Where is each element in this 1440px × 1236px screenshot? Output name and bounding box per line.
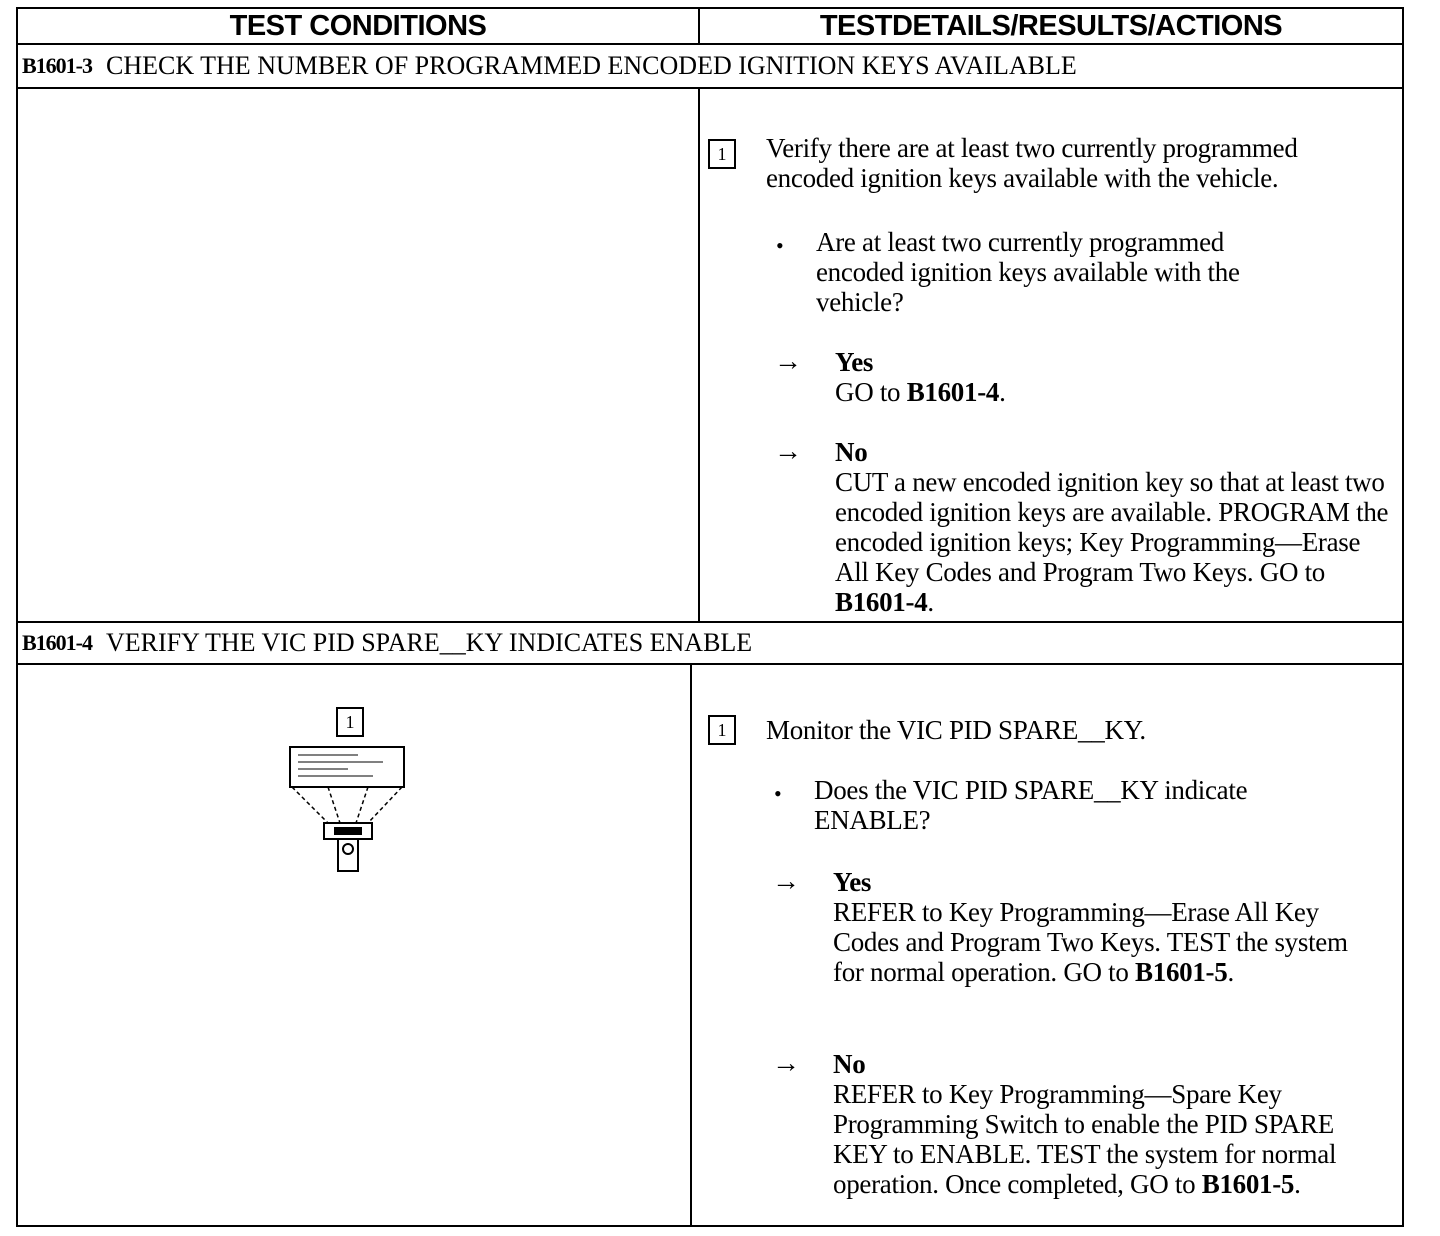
step3-details-cell xyxy=(698,89,1404,623)
no-label: No xyxy=(835,437,868,467)
step-reference: B1601-4 xyxy=(835,587,928,617)
test-details-header: TESTDETAILS/RESULTS/ACTIONS xyxy=(698,7,1404,45)
yes-label: Yes xyxy=(833,867,872,897)
yes-label: Yes xyxy=(835,347,874,377)
bullet-icon: • xyxy=(776,233,784,258)
step-number-box: 1 xyxy=(336,707,364,737)
step-number-box: 1 xyxy=(708,715,736,745)
scan-tool-icon xyxy=(288,745,408,875)
step-reference: B1601-5 xyxy=(1201,1169,1295,1199)
step-code: B1601-4 xyxy=(22,630,92,655)
step-reference: B1601-5 xyxy=(1135,957,1228,987)
yes-result: REFER to Key Programming—Erase All Key Codes and Program Two Keys. TEST the system for normal operation. GO to B1601-5. xyxy=(833,897,1348,987)
test-conditions-header: TEST CONDITIONS xyxy=(16,7,700,45)
step4-details-cell xyxy=(690,665,1404,1227)
step-code: B1601-3 xyxy=(22,53,92,78)
arrow-right-icon: → xyxy=(774,346,802,377)
step3-conditions-cell xyxy=(16,89,700,623)
yes-result: GO to B1601-4. xyxy=(835,377,1006,407)
step-number-box: 1 xyxy=(708,139,736,169)
bullet-icon: • xyxy=(774,781,782,806)
question-text: Are at least two currently programmed encoded ignition keys available with the vehicle? xyxy=(816,227,1240,317)
step-title: CHECK THE NUMBER OF PROGRAMMED ENCODED IGNITION KEYS AVAILABLE xyxy=(106,51,1077,80)
step-title: VERIFY THE VIC PID SPARE__KY INDICATES ENABLE xyxy=(106,628,753,657)
arrow-right-icon: → xyxy=(772,866,800,897)
step-b1601-3-title-row xyxy=(16,45,1404,89)
arrow-right-icon: → xyxy=(774,436,802,467)
arrow-right-icon: → xyxy=(772,1048,800,1079)
instruction-text: Verify there are at least two currently programmed encoded ignition keys available with the vehicle. xyxy=(766,133,1298,193)
diagnostic-table xyxy=(16,7,1404,1227)
no-result: CUT a new encoded ignition key so that at least two encoded ignition keys are available. PROGRAM the encoded ignition keys; Key Programming—Erase All Key Codes and Program Two Keys. GO to B1601-4. xyxy=(835,467,1389,617)
step-b1601-4-title-row xyxy=(16,621,1404,665)
step4-conditions-cell xyxy=(16,665,692,1227)
no-result: REFER to Key Programming—Spare Key Programming Switch to enable the PID SPARE KEY to ENABLE. TEST the system for normal operation. Once completed, GO to B1601-5. xyxy=(833,1079,1337,1199)
question-text: Does the VIC PID SPARE__KY indicate ENABLE? xyxy=(814,775,1248,835)
step-reference: B1601-4 xyxy=(906,377,1000,407)
instruction-text: Monitor the VIC PID SPARE__KY. xyxy=(766,715,1146,745)
no-label: No xyxy=(833,1049,866,1079)
